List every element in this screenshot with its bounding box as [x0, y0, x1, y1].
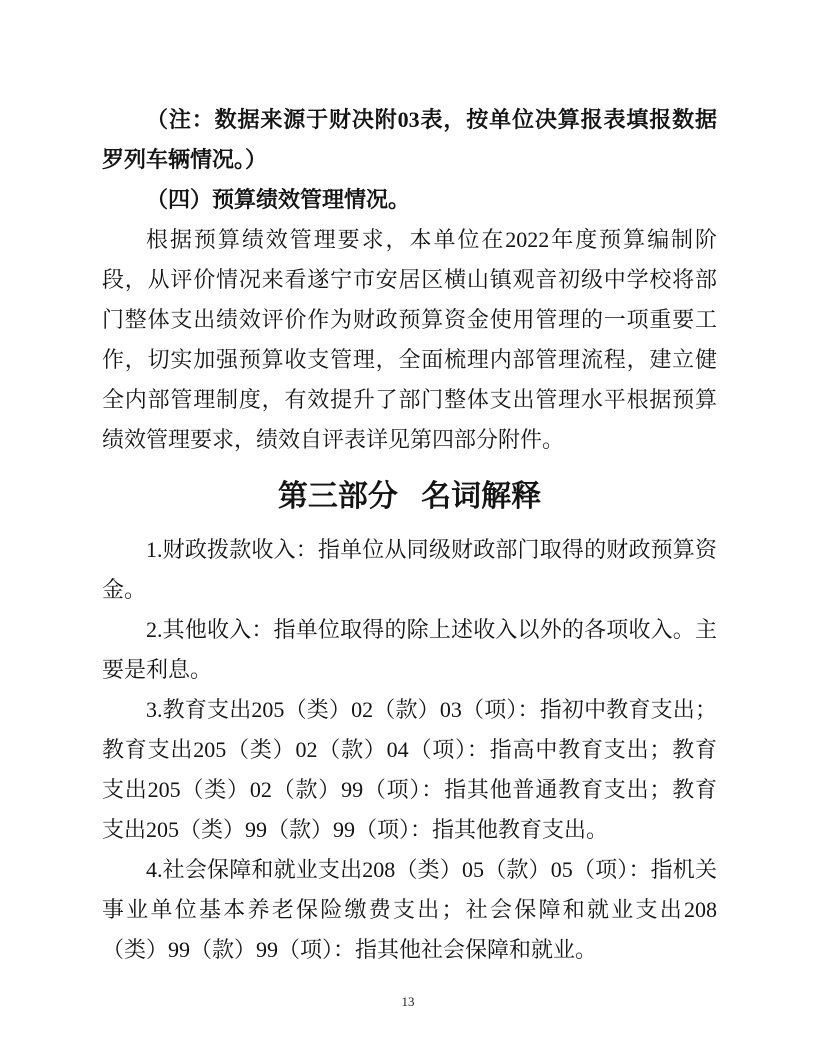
page-number: 13 — [401, 994, 415, 1009]
definition-other-income: 2.其他收入：指单位取得的除上述收入以外的各项收入。主要是利息。 — [102, 617, 717, 682]
performance-paragraph: 根据预算绩效管理要求，本单位在2022年度预算编制阶段，从评价情况来看遂宁市安居区横山镇观音初级中学校将部门整体支出绩效评价作为财政预算资金使用管理的一项重要工作，切实加强预算收支管理，全面梳理内部管理流程，建立健全内部管理制度，有效提升了部门整体支出管理水平根据预算绩效管理要求，绩效自评表详见第四部分附件。 — [102, 227, 717, 452]
definition-education-expenditure: 3.教育支出205（类）02（款）03（项）：指初中教育支出；教育支出205（类）02（款）04（项）：指高中教育支出；教育支出205（类）02（款）99（项）：指其他普通教育支出；教育支出205（类）99（款）99（项）：指其他教育支出。 — [102, 697, 717, 842]
data-source-note: （注：数据来源于财决附03表，按单位决算报表填报数据罗列车辆情况。） — [102, 107, 717, 172]
part3-heading: 第三部分 名词解释 — [277, 480, 542, 513]
definition-social-security-expenditure: 4.社会保障和就业支出208（类）05（款）05（项）：指机关事业单位基本养老保险缴费支出；社会保障和就业支出208（类）99（款）99（项）：指其他社会保障和就业。 — [102, 857, 717, 962]
definition-fiscal-appropriation-income: 1.财政拨款收入：指单位从同级财政部门取得的财政预算资金。 — [102, 537, 717, 602]
page-body — [102, 100, 717, 970]
subheading-performance-management: （四）预算绩效管理情况。 — [146, 187, 411, 212]
